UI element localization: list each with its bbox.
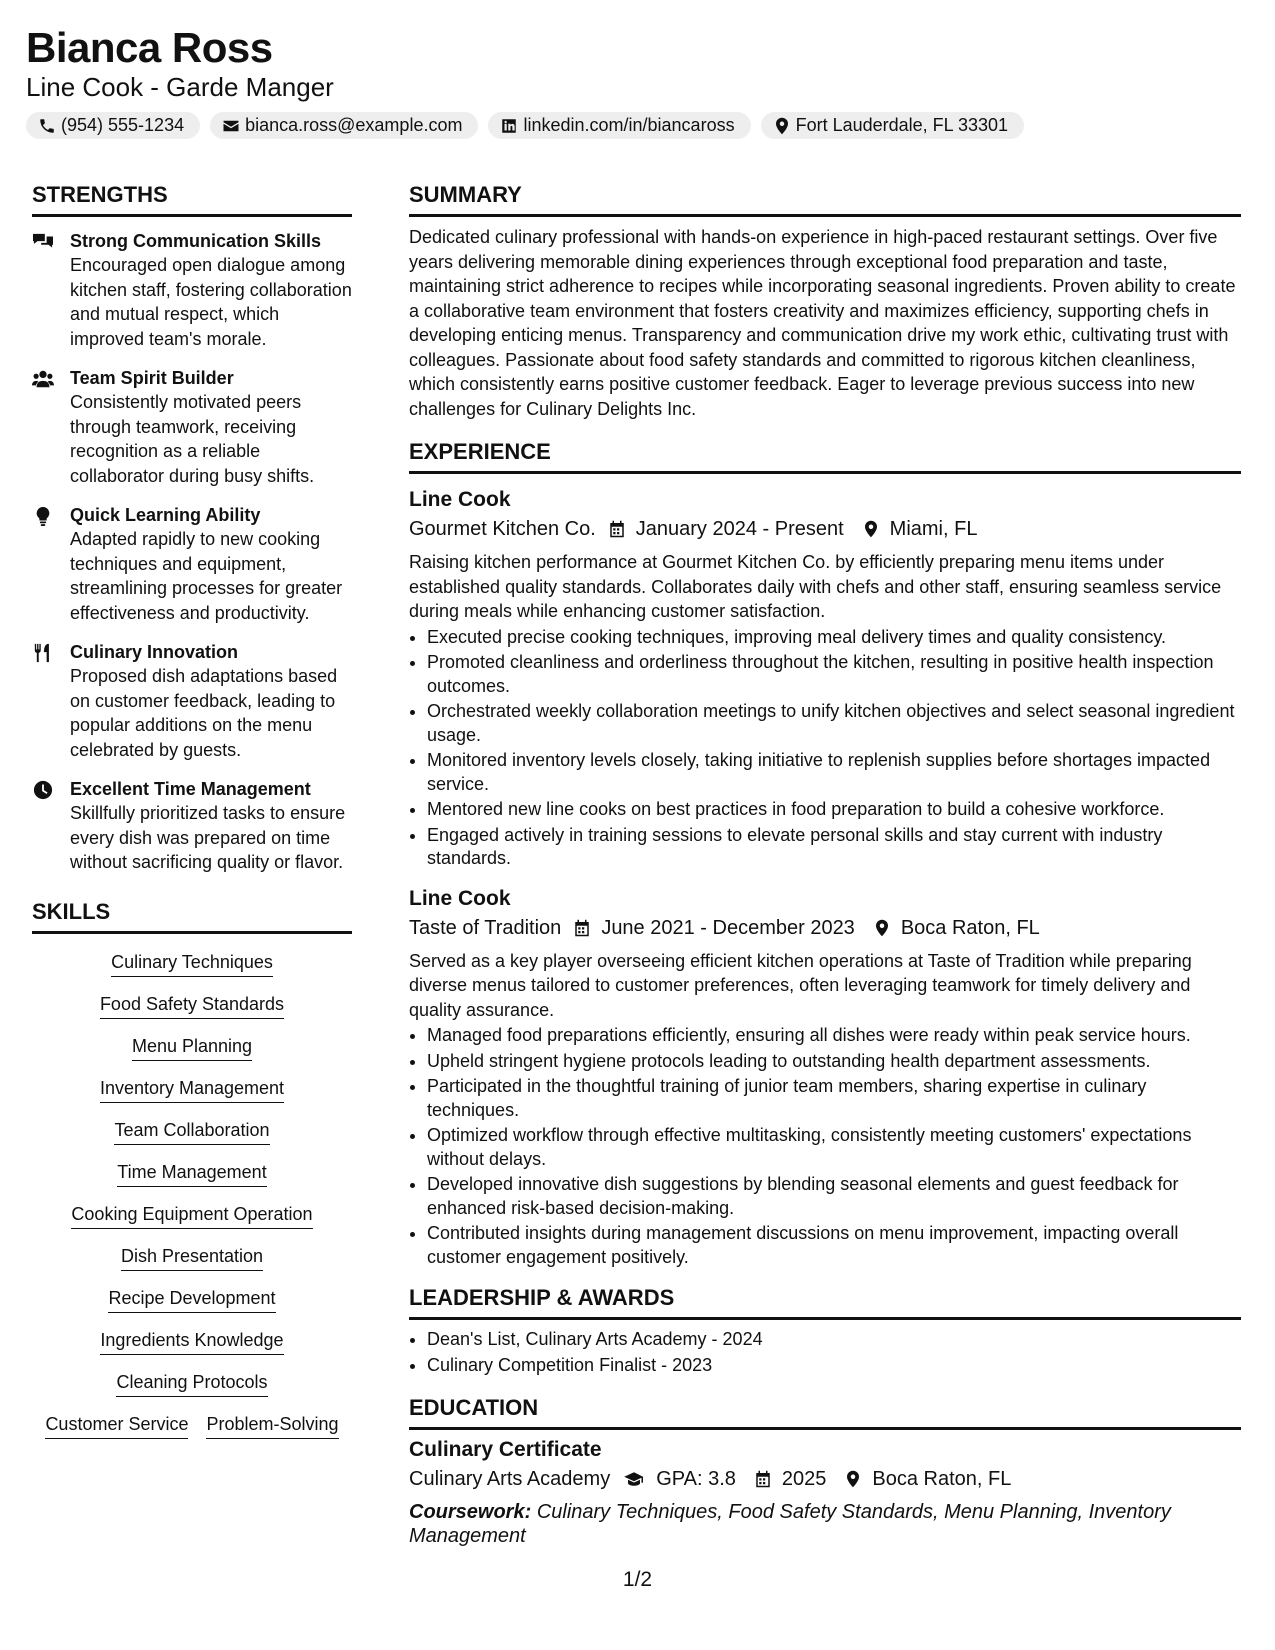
- skill-tag: Menu Planning: [132, 1034, 252, 1061]
- chat-bubbles-icon: [32, 232, 54, 252]
- skill-tag: Dish Presentation: [121, 1244, 263, 1271]
- skill-tag: Cleaning Protocols: [116, 1370, 267, 1397]
- job-location: Boca Raton, FL: [900, 916, 1040, 939]
- left-column: [32, 180, 352, 1439]
- job-dates: June 2021 - December 2023: [601, 916, 855, 939]
- strength-item: [32, 366, 352, 488]
- strength-item: [32, 640, 352, 762]
- list-item: • Upheld stringent hygiene protocols leading to outstanding health department assessments.: [427, 1050, 1241, 1074]
- list-item: • Participated in the thoughtful training of junior team members, sharing expertise in culinary techniques.: [427, 1075, 1241, 1122]
- strength-title: Excellent Time Management: [70, 779, 311, 799]
- contact-linkedin[interactable]: [488, 112, 750, 139]
- degree-title: Culinary Certificate: [409, 1438, 602, 1461]
- job-description: Served as a key player overseeing efficient kitchen operations at Taste of Tradition while preparing diverse menus tailored to customer preferences, often leveraging teamwork for timely delivery and quality assurance.: [409, 950, 1192, 1020]
- envelope-icon: [222, 117, 240, 135]
- clock-icon: [32, 780, 54, 800]
- right-column: [409, 180, 1241, 1548]
- map-pin-icon: [844, 1470, 862, 1488]
- list-item: • Executed precise cooking techniques, improving meal delivery times and quality consistency.: [427, 626, 1241, 650]
- strength-desc: Consistently motivated peers through teamwork, receiving recognition as a reliable collaborator during busy shifts.: [70, 392, 315, 486]
- lightbulb-icon: [32, 506, 54, 526]
- calendar-icon: [573, 919, 591, 937]
- skill-tag: Recipe Development: [108, 1286, 275, 1313]
- job-description: Raising kitchen performance at Gourmet Kitchen Co. by efficiently preparing menu items under established quality standards. Collaborates daily with chefs and other staff, ensuring seamless service during meals while enhancing customer satisfaction.: [409, 552, 1222, 621]
- skill-tag: Customer Service: [45, 1412, 188, 1439]
- coursework-list: Culinary Techniques, Food Safety Standards, Menu Planning, Inventory Management: [409, 1501, 1171, 1547]
- education-year: 2025: [781, 1468, 827, 1490]
- skill-tag: Ingredients Knowledge: [100, 1328, 283, 1355]
- list-item: • Orchestrated weekly collaboration meetings to unify kitchen objectives and select seasonal ingredient usage.: [427, 700, 1241, 747]
- users-icon: [32, 369, 54, 389]
- skill-tag: Culinary Techniques: [111, 950, 273, 977]
- page-number: 1/2: [622, 1568, 653, 1591]
- contact-email-text: bianca.ross@example.com: [245, 115, 463, 135]
- education-heading: EDUCATION: [409, 1393, 1241, 1430]
- strength-desc: Proposed dish adaptations based on customer feedback, leading to popular additions on the menu celebrated by guests.: [70, 666, 338, 760]
- job-bullets: [409, 1024, 1241, 1269]
- leadership-heading: LEADERSHIP & AWARDS: [409, 1283, 1241, 1320]
- leadership-list: [409, 1328, 1241, 1377]
- job-company: Gourmet Kitchen Co.: [409, 518, 596, 540]
- map-pin-icon: [873, 919, 891, 937]
- list-item: • Optimized workflow through effective multitasking, consistently meeting customers' expectations without delays.: [427, 1124, 1241, 1171]
- graduation-cap-icon: [622, 1470, 646, 1488]
- strength-desc: Skillfully prioritized tasks to ensure every dish was prepared on time without sacrificing quality or flavor.: [70, 803, 346, 872]
- coursework-label: Coursework:: [409, 1501, 532, 1523]
- list-item: • Promoted cleanliness and orderliness throughout the kitchen, resulting in positive health inspection outcomes.: [427, 651, 1241, 698]
- job-meta: [409, 913, 1241, 943]
- job-meta: [409, 514, 1241, 544]
- strength-title: Quick Learning Ability: [70, 505, 261, 525]
- strength-item: [32, 229, 352, 351]
- job-entry: [409, 486, 1241, 871]
- strength-title: Strong Communication Skills: [70, 231, 322, 251]
- list-item: • Contributed insights during management discussions on menu improvement, impacting overall customer engagement positively.: [427, 1222, 1241, 1269]
- contact-linkedin-text: linkedin.com/in/biancaross: [523, 115, 735, 135]
- map-pin-icon: [773, 117, 791, 135]
- skill-tag: Food Safety Standards: [100, 992, 284, 1019]
- list-item: • Monitored inventory levels closely, taking initiative to replenish supplies before shortages impacted service.: [427, 749, 1241, 796]
- experience-heading: EXPERIENCE: [409, 437, 1241, 474]
- list-item: • Managed food preparations efficiently, ensuring all dishes were ready within peak service hours.: [427, 1024, 1241, 1048]
- skill-tag: Problem-Solving: [206, 1412, 338, 1439]
- contact-email[interactable]: [210, 112, 478, 139]
- job-company: Taste of Tradition: [409, 916, 562, 939]
- job-title: Line Cook: [409, 488, 511, 511]
- education-location: Boca Raton, FL: [872, 1468, 1012, 1490]
- list-item: • Culinary Competition Finalist - 2023: [427, 1354, 1241, 1378]
- strength-item: [32, 503, 352, 625]
- strength-desc: Encouraged open dialogue among kitchen staff, fostering collaboration and mutual respect, which improved team's morale.: [70, 255, 352, 349]
- job-bullets: [409, 626, 1241, 871]
- coursework: [409, 1500, 1241, 1548]
- skills-heading: SKILLS: [32, 897, 352, 934]
- job-dates: January 2024 - Present: [635, 518, 844, 540]
- job-location: Miami, FL: [889, 518, 978, 540]
- list-item: • Mentored new line cooks on best practices in food preparation to build a cohesive workforce.: [427, 798, 1241, 822]
- list-item: • Engaged actively in training sessions to elevate personal skills and stay current with industry standards.: [427, 824, 1241, 871]
- list-item: • Dean's List, Culinary Arts Academy - 2024: [427, 1328, 1241, 1352]
- candidate-name: Bianca Ross: [26, 24, 273, 71]
- resume-header: [26, 22, 1246, 139]
- contact-location-text: Fort Lauderdale, FL 33301: [795, 115, 1009, 135]
- summary-heading: SUMMARY: [409, 180, 1241, 217]
- contact-phone-text: (954) 555-1234: [61, 115, 185, 135]
- school-name: Culinary Arts Academy: [409, 1468, 611, 1490]
- strength-item: [32, 777, 352, 875]
- skill-tag: Time Management: [117, 1160, 266, 1187]
- job-entry: [409, 885, 1241, 1270]
- contact-location[interactable]: [761, 112, 1024, 139]
- list-item: • Developed innovative dish suggestions by blending seasonal elements and guest feedback for enhanced risk-based decision-making.: [427, 1173, 1241, 1220]
- gpa: GPA: 3.8: [656, 1468, 736, 1490]
- candidate-title: Line Cook - Garde Manger: [26, 72, 334, 102]
- summary-text: Dedicated culinary professional with hands-on experience in high-paced restaurant settings. Over five years delivering memorable dining experiences through exceptional food preparation and taste, maintaining strict adherence to recipes while incorporating seasonal ingredients. Proven ability to create a collaborative team environment that fosters creativity and maximizes efficiency, supporting chefs in developing enticing menus. Transparency and communication drive my work ethic, cultivating trust with colleagues. Passionate about food safety standards and committed to rigorous kitchen cleanliness, which consistently earns positive customer feedback. Eager to leverage previous success into new challenges for Culinary Delights Inc.: [409, 227, 1236, 419]
- phone-icon: [38, 117, 56, 135]
- education-meta: [409, 1464, 1241, 1494]
- contact-bar: [26, 112, 1246, 139]
- strength-title: Team Spirit Builder: [70, 368, 234, 388]
- calendar-icon: [754, 1470, 772, 1488]
- strength-title: Culinary Innovation: [70, 642, 239, 662]
- linkedin-icon: [500, 117, 518, 135]
- strengths-heading: STRENGTHS: [32, 180, 352, 217]
- strength-desc: Adapted rapidly to new cooking techniques and equipment, streamlining processes for greater effectiveness and productivity.: [70, 529, 343, 623]
- skill-tag: Inventory Management: [100, 1076, 284, 1103]
- skill-tag: Team Collaboration: [114, 1118, 269, 1145]
- utensils-icon: [32, 643, 54, 663]
- map-pin-icon: [862, 520, 880, 538]
- job-title: Line Cook: [409, 886, 511, 910]
- skills-list: [32, 946, 352, 1439]
- calendar-icon: [608, 520, 626, 538]
- skill-tag: Cooking Equipment Operation: [71, 1202, 312, 1229]
- contact-phone[interactable]: [26, 112, 200, 139]
